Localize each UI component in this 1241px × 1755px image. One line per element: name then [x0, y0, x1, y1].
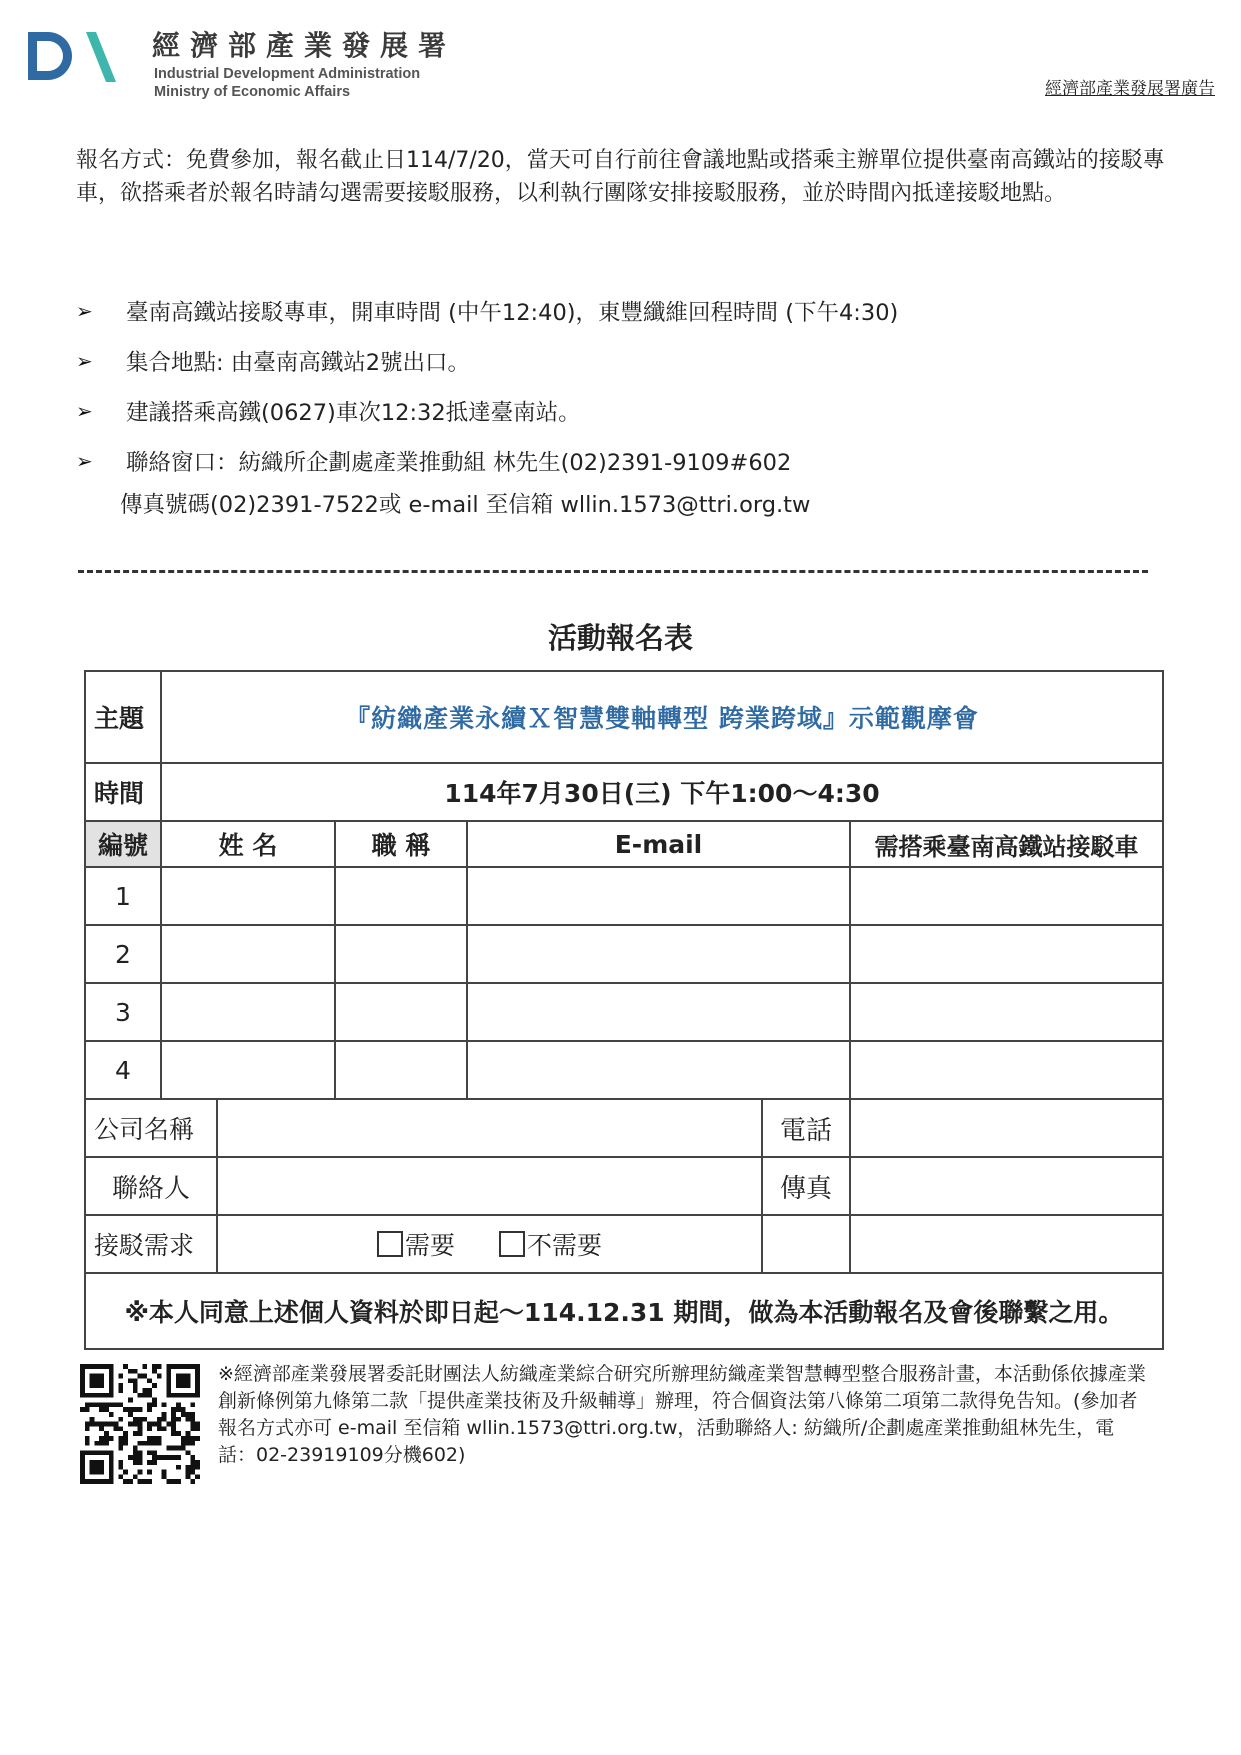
registration-form-table: [84, 670, 1164, 1350]
blank-cell: [850, 1215, 1163, 1273]
shuttle-cell[interactable]: [850, 925, 1163, 983]
time-value: 114年7月30日(三) 下午1:00～4:30: [161, 763, 1163, 821]
contact-person-field[interactable]: [217, 1157, 762, 1215]
bullet-text: 集合地點: 由臺南高鐵站2號出口。: [126, 350, 471, 376]
row-number: 1: [85, 867, 161, 925]
footnote: ※經濟部產業發展署委託財團法人紡織產業綜合研究所辦理紡織產業智慧轉型整合服務計畫，本活動係依據產業創新條例第九條第二款「提供產業技術及升級輔導」辦理，符合個資法第八條第二項第二款得免告知。(參加者報名方式亦可 e-mail 至信箱 wllin.1573@ttri.org.tw，活動聯絡人: 紡織所/企劃處產業推動組林先生，電話：02-23919109分機602): [218, 1363, 1146, 1466]
no-need-label: 不需要: [526, 1231, 602, 1260]
table-row: [85, 983, 1163, 1041]
job-title-cell[interactable]: [335, 1041, 467, 1099]
job-title-cell[interactable]: [335, 925, 467, 983]
shuttle-cell[interactable]: [850, 983, 1163, 1041]
row-number: 3: [85, 983, 161, 1041]
org-name-chinese: 經濟部產業發展署: [152, 29, 457, 62]
table-row: [85, 1041, 1163, 1099]
info-bullet-list: [76, 286, 1176, 486]
row-number: 2: [85, 925, 161, 983]
bullet-text: 聯絡窗口：紡織所企劃處產業推動組 林先生(02)2391-9109#602: [126, 450, 792, 476]
column-header-number: 編號: [85, 821, 161, 867]
arrowhead-bullet-icon: ➢: [76, 349, 93, 373]
advertisement-label: 經濟部產業發展署廣告: [1045, 79, 1215, 99]
bullet-item: [76, 286, 1176, 336]
phone-label: 電話: [762, 1099, 850, 1157]
need-label: 需要: [405, 1231, 456, 1260]
phone-field[interactable]: [850, 1099, 1163, 1157]
topic-value: 『紡織產業永續Ｘ智慧雙軸轉型 跨業跨域』示範觀摩會: [161, 671, 1163, 763]
column-header-shuttle: 需搭乘臺南高鐵站接駁車: [850, 821, 1163, 867]
column-header-title: 職 稱: [335, 821, 467, 867]
ida-logo: [24, 26, 120, 86]
bullet-item: [76, 386, 1176, 436]
time-label: 時間: [85, 763, 161, 821]
bullet-text: 建議搭乘高鐵(0627)車次12:32抵達臺南站。: [126, 400, 581, 426]
blank-cell: [762, 1215, 850, 1273]
fax-label: 傳真: [762, 1157, 850, 1215]
arrowhead-bullet-icon: ➢: [76, 449, 93, 473]
arrowhead-bullet-icon: ➢: [76, 399, 93, 423]
arrowhead-bullet-icon: ➢: [76, 299, 93, 323]
email-cell[interactable]: [467, 925, 850, 983]
bullet-item: [76, 336, 1176, 386]
form-title: 活動報名表: [547, 621, 693, 655]
table-row: [85, 867, 1163, 925]
email-cell[interactable]: [467, 1041, 850, 1099]
name-cell[interactable]: [161, 867, 335, 925]
need-checkbox[interactable]: [377, 1231, 403, 1257]
job-title-cell[interactable]: [335, 983, 467, 1041]
column-header-email: E-mail: [467, 821, 850, 867]
consent-statement: ※本人同意上述個人資料於即日起～114.12.31 期間，做為本活動報名及會後聯繫之用。: [85, 1273, 1163, 1349]
job-title-cell[interactable]: [335, 867, 467, 925]
bullet-item: [76, 436, 1176, 486]
email-cell[interactable]: [467, 983, 850, 1041]
bullet-text: 臺南高鐵站接駁專車，開車時間 (中午12:40)，東豐纖維回程時間 (下午4:30): [126, 300, 899, 326]
column-header-name: 姓 名: [161, 821, 335, 867]
name-cell[interactable]: [161, 983, 335, 1041]
no-need-checkbox[interactable]: [499, 1231, 525, 1257]
row-number: 4: [85, 1041, 161, 1099]
fax-field[interactable]: [850, 1157, 1163, 1215]
letterhead: [24, 20, 1224, 120]
email-cell[interactable]: [467, 867, 850, 925]
org-name-english: Industrial Development Administration: [154, 66, 421, 82]
registration-intro: 報名方式：免費參加，報名截止日114/7/20，當天可自行前往會議地點或搭乘主辦單位提供臺南高鐵站的接駁專車，欲搭乘者於報名時請勾選需要接駁服務，以利執行團隊安排接駁服務，並於時間內抵達接駁地點。: [76, 148, 1165, 206]
dashed-divider: [78, 570, 1148, 573]
table-row: [85, 925, 1163, 983]
contact-person-label: 聯絡人: [85, 1157, 217, 1215]
name-cell[interactable]: [161, 925, 335, 983]
company-name-field[interactable]: [217, 1099, 762, 1157]
shuttle-need-label: 接駁需求: [85, 1215, 217, 1273]
shuttle-cell[interactable]: [850, 1041, 1163, 1099]
name-cell[interactable]: [161, 1041, 335, 1099]
company-name-label: 公司名稱: [85, 1099, 217, 1157]
fax-email-line: 傳真號碼(02)2391-7522或 e-mail 至信箱 wllin.1573@ttri.org.tw: [120, 492, 811, 518]
qr-code[interactable]: [80, 1364, 200, 1484]
shuttle-cell[interactable]: [850, 867, 1163, 925]
ministry-name-english: Ministry of Economic Affairs: [154, 84, 351, 100]
topic-label: 主題: [85, 671, 161, 763]
shuttle-options: [217, 1215, 762, 1273]
